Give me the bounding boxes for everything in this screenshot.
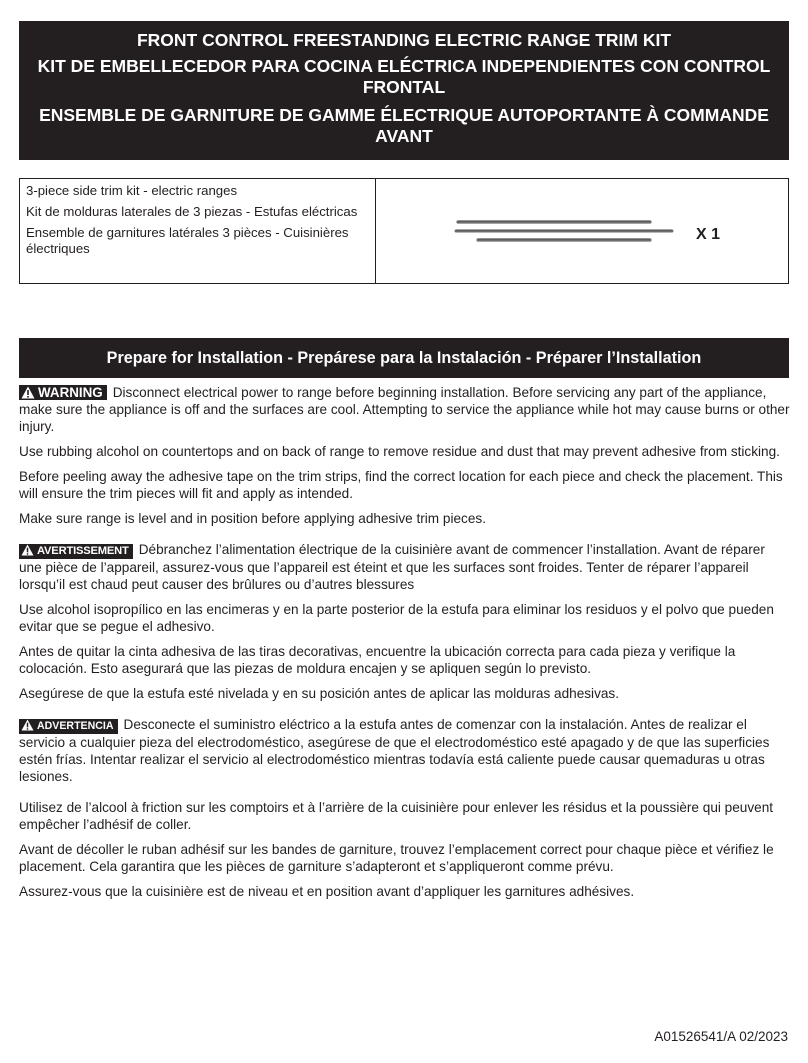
quantity-label: X 1 <box>696 226 721 243</box>
parts-description-cell <box>20 179 376 283</box>
warning-badge <box>19 385 107 400</box>
warning-triangle-icon <box>21 544 34 556</box>
avertissement-text: Débranchez l’alimentation électrique de la cuisinière avant de commencer l’installation. Avant de réparer une pièce de l’appareil, assurez-vous que l’appareil est éteint et que les surfaces sont froides. Tenter de réparer l’appareil lorsqu’il est chaud peut causer des brûlures ou d’autres blessures <box>19 542 765 592</box>
title-english: FRONT CONTROL FREESTANDING ELECTRIC RANGE TRIM KIT <box>136 30 672 50</box>
paragraph-fr-1: Utilisez de l’alcool à friction sur les comptoirs et à l’arrière de la cuisinière pour enlever les résidus et la poussière qui peuvent empêcher l’adhésif de coller. <box>19 800 774 832</box>
advertencia-label: ADVERTENCIA <box>37 720 114 732</box>
title-spanish: KIT DE EMBELLECEDOR PARA COCINA ELÉCTRICA INDEPENDIENTES CON CONTROL FRONTAL <box>37 56 771 97</box>
paragraph-es-1: Use alcohol isopropílico en las encimeras y en la parte posterior de la estufa para eliminar los residuos y el polvo que pueden evitar que se pegue el adhesivo. <box>19 602 774 634</box>
part-desc-spanish: Kit de molduras laterales de 3 piezas - Estufas eléctricas <box>26 204 358 219</box>
instructions-body <box>19 384 791 908</box>
part-desc-english: 3-piece side trim kit - electric ranges <box>26 183 238 198</box>
warning-french <box>19 541 791 593</box>
warning-text: Disconnect electrical power to range before beginning installation. Before servicing any part of the appliance, make sure the appliance is off and the surfaces are cool. Attempting to service the appliance while hot may cause burns or other injury. <box>19 385 790 434</box>
avertissement-label: AVERTISSEMENT <box>37 545 129 557</box>
parts-table <box>19 178 789 284</box>
document-number: A01526541/A 02/2023 <box>654 1029 788 1044</box>
warning-english <box>19 384 791 435</box>
avertissement-badge <box>19 544 133 559</box>
paragraph-es-3: Asegúrese de que la estufa esté nivelada y en su posición antes de aplicar las molduras adhesivas. <box>19 686 620 701</box>
paragraph-fr-3: Assurez-vous que la cuisinière est de niveau et en position avant d’appliquer les garnitures adhésives. <box>19 884 635 899</box>
paragraph-en-2: Before peeling away the adhesive tape on the trim strips, find the correct location for each piece and check the placement. This will ensure the trim pieces will fit and apply as intended. <box>19 469 783 501</box>
warning-spanish <box>19 716 791 785</box>
trim-strips-icon <box>376 179 788 283</box>
parts-image-cell <box>376 179 788 283</box>
title-french: ENSEMBLE DE GARNITURE DE GAMME ÉLECTRIQUE AUTOPORTANTE À COMMANDE AVANT <box>39 105 769 146</box>
warning-triangle-icon <box>21 386 35 399</box>
advertencia-badge <box>19 719 118 734</box>
paragraph-es-2: Antes de quitar la cinta adhesiva de las tiras decorativas, encuentre la ubicación correcta para cada pieza y verifique la colocación. Esto asegurará que las piezas de moldura encajen y se apliquen según lo previsto. <box>19 644 736 676</box>
paragraph-fr-2: Avant de décoller le ruban adhésif sur les bandes de garniture, trouvez l’emplacement correct pour chaque pièce et vérifiez le placement. Cela garantira que les pièces de garniture s’adapteront et s’appliqueront comme prévu. <box>19 842 774 874</box>
warning-label: WARNING <box>38 385 103 400</box>
paragraph-en-1: Use rubbing alcohol on countertops and on back of range to remove residue and dust that may prevent adhesive from sticking. <box>19 444 780 459</box>
section-heading: Prepare for Installation - Prepárese para la Instalación - Préparer l’Installation <box>19 338 789 378</box>
part-desc-french: Ensemble de garnitures latérales 3 pièces - Cuisinières électriques <box>26 225 349 256</box>
paragraph-en-3: Make sure range is level and in position before applying adhesive trim pieces. <box>19 511 486 526</box>
warning-triangle-icon <box>21 719 34 731</box>
advertencia-text: Desconecte el suministro eléctrico a la estufa antes de comenzar con la instalación. Antes de realizar el servicio a cualquier pieza del electrodoméstico, asegúrese de que el electrodoméstico esté apagado y de que las superficies estén frías. Intentar realizar el servicio al electrodoméstico mientras todavía está caliente puede causar quemaduras u otras lesiones. <box>19 717 770 784</box>
title-banner <box>19 21 789 160</box>
